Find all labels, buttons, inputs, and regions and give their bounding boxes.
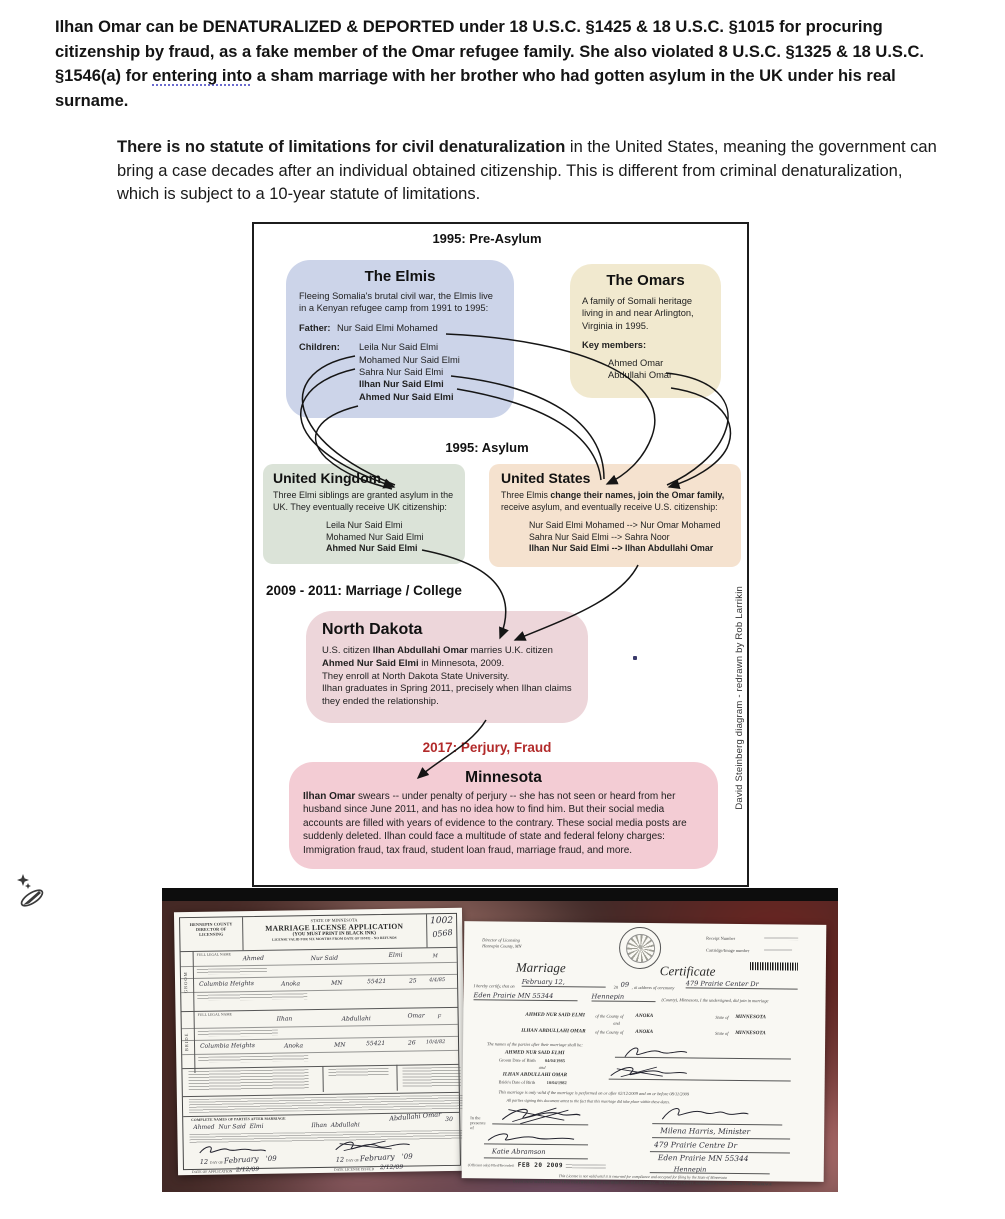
mn-lead: Ilhan Omar	[303, 791, 356, 802]
cert-title-certificate: Certificate	[659, 963, 716, 979]
groom-city: Columbia Heights	[199, 980, 254, 988]
family-flowchart-diagram	[252, 222, 749, 887]
names-after-label: The names of the parties after their marriage shall be:	[487, 1041, 583, 1048]
license-state: STATE OF MINNESOTA	[310, 917, 358, 924]
cert-fine-print-2: OFFICIANT MUST RETURN THIS CERTIFICATE TO THE DIRECTOR OF LICENSING, HENNEPIN COUNTY, MINNESOTA WITHIN 5 DAYS OF MARRIAGE	[513, 1179, 773, 1187]
marriage-documents-photo[interactable]	[162, 888, 838, 1192]
receipt-number-label: Receipt Number	[706, 935, 736, 941]
cert-bride-name: ILHAN ABDULLAHI OMAR	[521, 1027, 586, 1035]
valid-line: This marriage is only valid if the marriage is performed on or after 02/12/2009 and on or before 08/11/2009	[498, 1089, 690, 1097]
county-val-2: ANOKA	[635, 1028, 654, 1036]
grammar-suggestion-underline[interactable]: entering into	[152, 67, 253, 85]
children-label: Children:	[299, 342, 340, 353]
uk-title: United Kingdom	[273, 470, 382, 486]
marriage-certificate	[462, 921, 827, 1187]
groom-dob-label: Groom Date of Birth	[498, 1057, 536, 1063]
application-year: '09	[265, 1154, 277, 1163]
bride-dob: 10/04/1982	[546, 1079, 567, 1086]
officiant-name-hand: Milena Harris, Minister	[660, 1126, 751, 1137]
license-subtitle: (YOU MUST PRINT IN BLACK INK)	[292, 931, 376, 938]
diagram-credit: David Steinberg diagram - redrawn by Rob Larrikin	[734, 586, 745, 810]
uk-name: Leila Nur Said Elmi	[326, 520, 403, 531]
elmis-intro: Fleeing Somalia's brutal civil war, the Elmis live in a Kenyan refugee camp from 1991 to 1995:	[299, 291, 493, 314]
cert-title-marriage: Marriage	[515, 959, 566, 976]
photo-top-bar	[162, 888, 838, 901]
license-number-2: 0568	[431, 927, 454, 940]
issue-year: '09	[401, 1152, 413, 1161]
child-name: Leila Nur Said Elmi	[359, 342, 439, 353]
groom-last: Elmi	[388, 951, 403, 959]
after-scribble: Abdullahi Omar	[388, 1110, 442, 1123]
of-county-2: of the County of	[595, 1029, 624, 1035]
groom-state: MN	[331, 979, 343, 987]
groom-section-label: GROOM	[182, 971, 189, 994]
bride-dob-scribble: 10/4/82	[425, 1039, 446, 1046]
groom-zip-scribble: 55421	[367, 977, 387, 986]
county-hand: Hennepin	[592, 992, 656, 1002]
bride-age: 26	[407, 1039, 416, 1047]
uk-name: Mohamed Nur Said Elmi	[326, 531, 424, 542]
date-of-application-label: DATE OF APPLICATION	[192, 1169, 233, 1175]
issue-day: 12	[335, 1155, 345, 1164]
bride-zip-scribble: 55421	[365, 1039, 386, 1048]
filed-date-stamp: FEB 20 2009	[517, 1161, 564, 1170]
ceremony-address-hand: 479 Prairie Center Dr	[686, 979, 798, 989]
united-kingdom-box	[263, 464, 465, 564]
us-mapping: Nur Said Elmi Mohamed --> Nur Omar Mohamed	[529, 520, 721, 531]
cert-fine-print-1: This License is not valid until it is returned for compliance and accepted for filing by the State of Minnesota	[558, 1174, 727, 1180]
nd-line2b: in Minnesota, 2009.	[418, 657, 505, 669]
bride-last: Omar	[407, 1012, 425, 1020]
heading-pre-asylum: 1995: Pre-Asylum	[432, 231, 542, 246]
bride-signature	[334, 1137, 414, 1154]
year-print: 20	[613, 984, 619, 990]
ceremony-date-hand: February 12,	[522, 978, 606, 988]
state-val-2: MINNESOTA	[735, 1029, 766, 1037]
groom-middle: Nur Said	[310, 954, 339, 963]
marriage-license-application	[174, 908, 466, 1175]
omar-member: Ahmed Omar	[608, 357, 664, 368]
state-label-1: State of	[715, 1014, 729, 1020]
omars-intro: A family of Somali heritage living in and near Arlington, Virginia in 1995.	[582, 296, 694, 331]
heading-perjury-fraud: 2017: Perjury, Fraud	[422, 740, 552, 755]
date-license-issued-value: 2/12/09	[379, 1163, 404, 1172]
day-of-label2: DAY OF	[345, 1158, 360, 1163]
p1-text-a: Ilhan Omar can be DENATURALIZED & DEPORTED under 18 U.S.C. §1425 & 18 U.S.C. §1015 for procuring citizenship by fraud, as a fake member of the Omar refugee family. She also violated 8 U.S.C. §1325 & 18 U.S.C. §1546(a) for	[55, 18, 924, 85]
p2-rest: in the United States, meaning the government can bring a case decades after an individual obtained citizenship. This is different from criminal denaturalization, which is subject to a 10-year statute of limitations.	[117, 138, 937, 203]
us-title: United States	[501, 470, 591, 486]
state-val-1: MINNESOTA	[735, 1013, 766, 1021]
certify-pre: I hereby certify, that on	[473, 983, 515, 989]
after-groom-name: Ahmed Nur Said Elmi	[193, 1122, 264, 1131]
paragraph-denaturalization	[55, 15, 951, 113]
p2-bold-lead: There is no statute of limitations for civil denaturalization	[117, 138, 566, 156]
bride-sex: F	[437, 1014, 442, 1021]
child-name: Sahra Nur Said Elmi	[359, 367, 444, 378]
groom-after-signature	[621, 1043, 691, 1062]
barcode	[750, 962, 798, 971]
recorded-county-hand: Hennepin	[673, 1165, 707, 1174]
license-number-1: 1002	[430, 915, 454, 927]
bride-middle: Abdullahi	[341, 1015, 371, 1023]
nd-ilhan: Ilhan Abdullahi Omar	[372, 645, 468, 656]
county-suffix: (County), Minnesota, I the undersigned, did join in marriage	[661, 997, 769, 1004]
groom-dob: 04/04/1985	[544, 1057, 565, 1064]
cartridge-number-label: Cartridge/Image number	[706, 947, 750, 954]
child-name-ahmed: Ahmed Nur Said Elmi	[359, 391, 454, 402]
year-hand: 09	[620, 980, 630, 989]
and-label: and	[613, 1020, 620, 1026]
elmis-title: The Elmis	[364, 268, 436, 285]
paragraph-statute	[117, 136, 949, 207]
date-license-issued-label: DATE LICENSE ISSUED	[333, 1167, 375, 1172]
omars-box	[570, 264, 721, 398]
state-label-2: State of	[715, 1030, 729, 1036]
groom-first: Ahmed	[242, 954, 265, 963]
groom-county: Anoka	[281, 980, 301, 988]
groom-age: 25	[409, 977, 417, 985]
minnesota-box	[289, 762, 718, 869]
full-legal-name-label2: FULL LEGAL NAME	[197, 1012, 232, 1017]
bride-city: Columbia Heights	[200, 1042, 255, 1050]
cert-groom-name: AHMED NUR SAID ELMI	[525, 1011, 585, 1019]
nd-line4: Ilhan graduates in Spring 2011, precisely when Ilhan claims they ended the relationship.	[322, 683, 572, 708]
application-day: 12	[199, 1157, 209, 1166]
key-members-label: Key members:	[582, 340, 647, 351]
groom-dob-scribble: 4/4/85	[429, 977, 446, 984]
elmis-box	[286, 260, 514, 418]
after-bride: ILHAN ABDULLAHI OMAR	[502, 1071, 568, 1079]
nd-ahmed: Ahmed Nur Said Elmi	[322, 657, 419, 669]
bride-state: MN	[334, 1041, 346, 1049]
us-mapping: Sahra Nur Said Elmi --> Sahra Noor	[529, 531, 670, 542]
nd-line1c: marries U.K. citizen	[467, 645, 553, 656]
officiant-address-hand: 479 Prairie Centre Dr	[653, 1140, 738, 1150]
child-name-ilhan: Ilhan Nur Said Elmi	[359, 379, 444, 390]
father-label: Father:	[299, 322, 331, 333]
groom-sex: M	[432, 953, 438, 960]
day-of-label: DAY OF	[209, 1160, 224, 1165]
p1-text-b: a sham marriage with her brother who had gotten asylum in the UK under his real surname.	[55, 67, 896, 110]
application-month: February	[223, 1154, 259, 1166]
heading-asylum: 1995: Asylum	[445, 440, 529, 455]
omars-title: The Omars	[606, 272, 685, 289]
north-dakota-box	[306, 611, 588, 723]
mn-title: Minnesota	[465, 769, 542, 786]
ceremony-label: , at address of ceremony	[631, 984, 675, 991]
witness-name-hand: Katie Abramson	[491, 1147, 546, 1156]
ceremony-address2-hand: Eden Prairie MN 55344	[474, 991, 578, 1001]
father-name: Nur Said Elmi Mohamed	[337, 322, 438, 333]
united-states-box	[489, 464, 741, 567]
after-groom: AHMED NUR SAID ELMI	[504, 1049, 565, 1057]
us-mapping-ilhan: Ilhan Nur Said Elmi --> Ilhan Abdullahi Omar	[529, 543, 714, 554]
uk-intro: Three Elmi siblings are granted asylum in the UK. They eventually receive UK citizenship:	[273, 490, 454, 512]
us-intro-a: Three Elmis	[501, 490, 551, 500]
bride-county: Anoka	[284, 1042, 304, 1050]
omar-member: Abdullahi Omar	[608, 370, 673, 381]
bride-section-label: BRIDE	[183, 1032, 190, 1052]
heading-marriage-college: 2009 - 2011: Marriage / College	[266, 583, 462, 598]
pen-sparkle-icon[interactable]	[13, 872, 51, 914]
date-of-application-value: 2/12/09	[235, 1165, 260, 1174]
of-county-1: of the County of	[595, 1013, 624, 1019]
cert-corner-line2: Hennepin County, MN	[482, 943, 522, 949]
valid-line2: All parties signing this document attest to the fact that this marriage did take place within these dates.	[506, 1097, 671, 1105]
cert-corner-line1: Director of Licensing	[482, 937, 520, 943]
us-intro-b: receive asylum, and eventually receive U.S. citizenship:	[501, 501, 718, 512]
license-validity: LICENSE VALID FOR SIX MONTHS FROM DATE OF ISSUE - NO REFUNDS	[272, 935, 397, 942]
nd-title: North Dakota	[322, 621, 423, 638]
after-number: 30	[445, 1115, 453, 1124]
bride-first: Ilhan	[276, 1015, 293, 1023]
nd-line1: U.S. citizen	[322, 645, 373, 656]
uk-name-ahmed: Ahmed Nur Said Elmi	[326, 543, 418, 554]
filed-recorded-label: (Officiant only) Filed/Recorded:	[467, 1163, 515, 1168]
us-intro-bold: change their names, join the Omar family,	[550, 490, 725, 500]
license-county-box: HENNEPIN COUNTY DIRECTOR OF LICENSING	[189, 921, 233, 937]
after-bride-name: Ilhan Abdullahi	[311, 1121, 360, 1130]
license-title: MARRIAGE LICENSE APPLICATION	[265, 921, 404, 933]
nd-line3: They enroll at North Dakota State University.	[322, 670, 510, 682]
child-name: Mohamed Nur Said Elmi	[359, 354, 460, 365]
bride-dob-label: Bride's Date of Birth	[498, 1079, 536, 1085]
mn-rest: swears -- under penalty of perjury -- she has not seen or heard from her husband since June 2011, and has no idea how to find him. But their social media accounts are filled with years of evidence to the contrary. These social media posts are suddenly deleted. Ilhan could face a multitude of state and federal felony charges: Immigration fraud, tax fraud, student loan fraud, marriage fraud, and more.	[303, 791, 687, 856]
stray-dot	[633, 656, 637, 660]
hennepin-county-seal	[619, 927, 661, 969]
officiant-city-hand: Eden Prairie MN 55344	[657, 1153, 749, 1164]
names-after-label: COMPLETE NAMES OF PARTIES AFTER MARRIAGE	[191, 1116, 286, 1123]
full-legal-name-label: FULL LEGAL NAME	[196, 952, 232, 957]
county-val-1: ANOKA	[635, 1012, 654, 1020]
presence-label: In the presence of	[470, 1115, 486, 1131]
and-label-2: and	[538, 1064, 546, 1070]
issue-month: February	[359, 1151, 395, 1164]
